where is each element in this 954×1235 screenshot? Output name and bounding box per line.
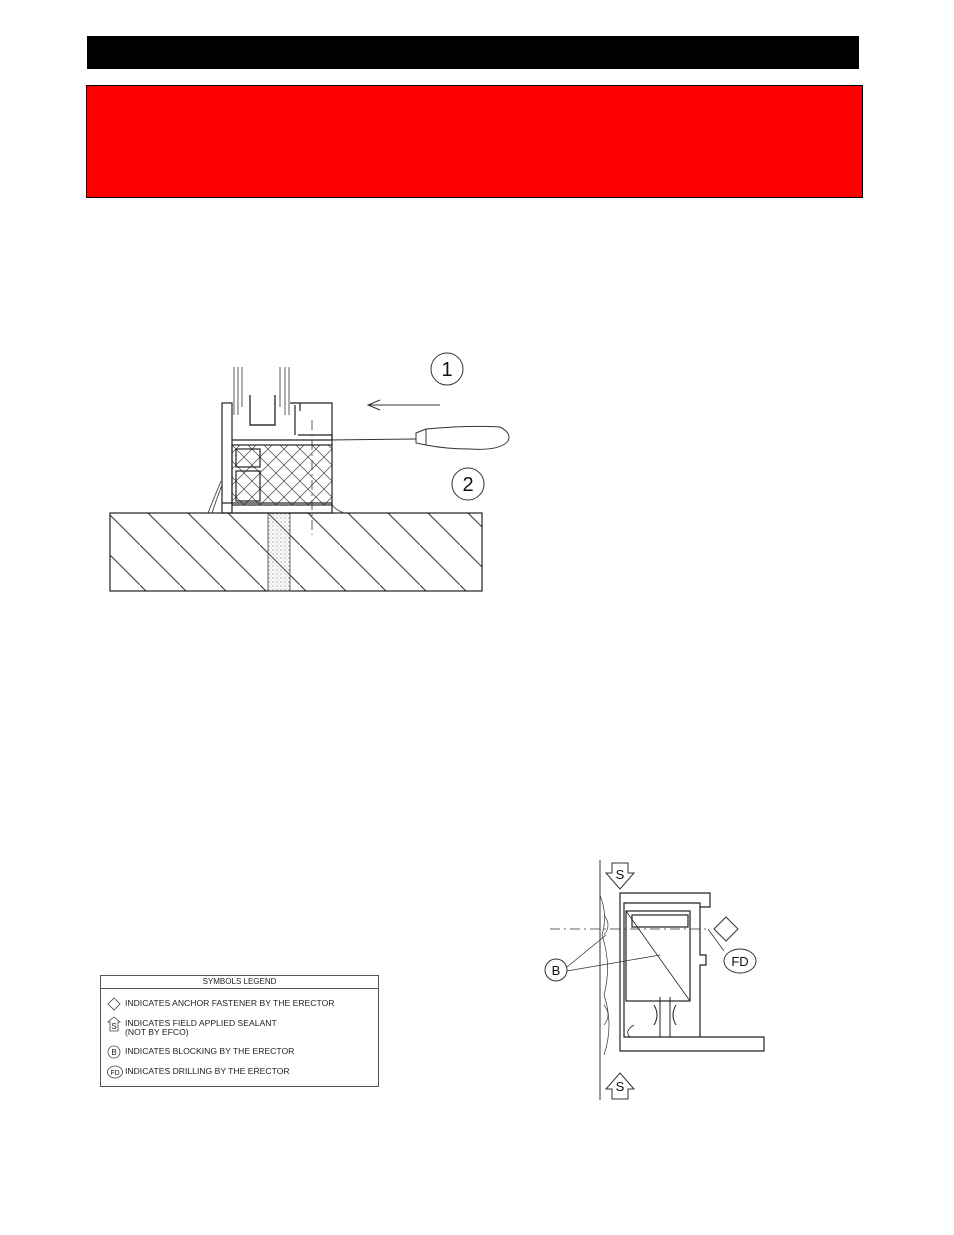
sill-anchor-drawing [520,855,780,1105]
drilling-symbol: FD [110,1070,120,1077]
sealant-arrow-icon [106,1016,122,1032]
callout-2-label: 2 [462,474,474,496]
sealant-bottom-label: S [615,1079,625,1094]
legend-item-anchor [101,996,378,1014]
sealant-symbol: S [111,1022,117,1031]
header-bar [87,36,859,69]
legend-label-blocking: INDICATES BLOCKING BY THE ERECTOR [125,1046,295,1056]
blocking-symbol: B [111,1048,117,1057]
direction-arrow [368,400,440,410]
legend-item-sealant [101,1016,378,1037]
sealant-arrow-top [606,863,634,889]
callout-2 [452,468,484,500]
concrete-substrate [110,513,482,591]
insulated-glass [234,367,289,425]
sealant-top-label: S [615,867,625,882]
wall-substrate [600,860,609,1100]
oval-icon [106,1064,124,1080]
callout-1 [431,353,463,385]
circle-icon [106,1044,122,1060]
sealant-arrow-bottom [606,1073,634,1099]
anchor-fastener-diamond-icon [714,917,738,941]
legend-label-drilling: INDICATES DRILLING BY THE ERECTOR [125,1066,290,1076]
blocking-label: B [551,963,561,978]
legend-label-anchor: INDICATES ANCHOR FASTENER BY THE ERECTOR [125,998,335,1008]
legend-title: SYMBOLS LEGEND [101,976,378,989]
symbols-legend [100,975,379,1087]
legend-item-blocking [101,1044,378,1062]
warning-banner [86,85,863,198]
glazing-bead-removal-drawing [100,345,520,595]
callout-1-label: 1 [441,359,453,381]
legend-label-sealant: INDICATES FIELD APPLIED SEALANT (NOT BY EFCO) [125,1018,277,1037]
drilling-label: FD [731,954,749,969]
frame-profile [222,403,332,513]
screwdriver-icon [328,426,509,449]
legend-item-drilling [101,1064,378,1082]
diamond-icon [106,996,122,1012]
